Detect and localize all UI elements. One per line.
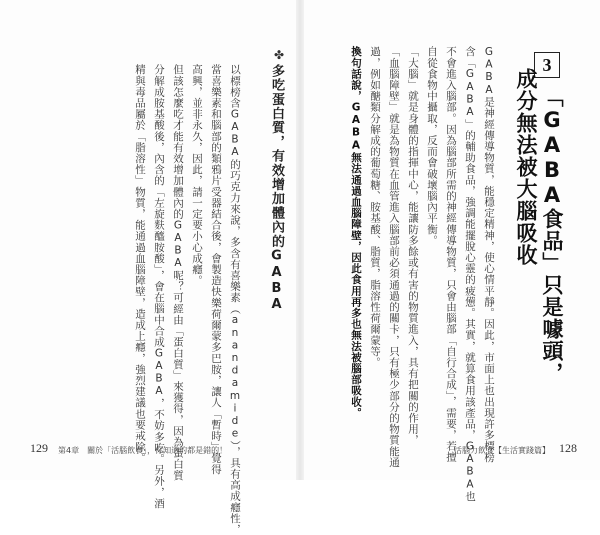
body-line: 「血腦障壁」就是為物質在血管進入腦部前必須通過的關卡，只有極少部分的物質能通: [388, 46, 400, 468]
chapter-number-box: 3: [534, 52, 560, 78]
body-line-emphasis: 換句話說，GABA無法通過血腦障壁，因此食用再多也無法被腦部吸收。: [350, 46, 362, 419]
left-running-footer: 第4章 關於「活腦飲食」，你知道的都是錯的！: [58, 446, 228, 455]
body-line: 以標榜含GABA的巧克力來說，多含有喜樂素（anandamide），具有高成癮性，: [229, 64, 241, 535]
body-line: GABA是神經傳導物質，能穩定精神，使心情平靜。因此，市面上也出現許多標榜: [483, 46, 495, 463]
body-line: 精與毒品屬於「脂溶性」物質，能通過血腦障壁，造成上癮，強烈建議也要戒除。: [134, 64, 146, 464]
body-line: 高興，並非永久，因此，請一定要小心成癮。: [191, 64, 203, 286]
body-line: 含「GABA」的輔助食品，強調能擺脫心靈的疲憊。其實，就算食用該產品，GABA也: [464, 46, 476, 502]
section-heading: 多吃蛋白質，有效增加體內的GABA: [269, 64, 284, 314]
page-number-right: 128: [559, 441, 577, 455]
right-running-footer: 活腦力飲食【生活實踐篇】: [454, 446, 550, 455]
body-line: 分解成胺基酸後，內含的「左旋麩醯胺酸」，會在腦中合成GABA，不妨多吃。另外，酒: [153, 64, 165, 509]
body-line: 不會進入腦部。因為腦部所需的神經傳導物質，只會由腦部「自行合成」，需要，若擅: [445, 46, 457, 463]
body-line: 自從食物中攝取，反而會破壞腦內平衡。: [426, 46, 438, 246]
body-line: 「大腦」就是身體的指揮中心，能讓防多餘或有害的物質進入，具有把關的作用，: [407, 46, 419, 446]
page-number-left: 129: [30, 441, 48, 455]
body-line: 但該怎麼吃才能有效增加體內的GABA呢？可經由「蛋白質」來獲得，因為蛋白質: [172, 64, 184, 481]
body-line: 當喜樂素和腦部的類鴉片受器結合後，會製造快樂荷爾蒙多巴胺，讓人「暫時」覺得: [210, 64, 222, 475]
chapter-title-line-2: 成分無法被大腦吸收: [514, 68, 538, 266]
chapter-title-line-1: 「GABA食品」只是噱頭，: [540, 86, 564, 384]
right-page: [304, 0, 600, 502]
clover-icon: ✤: [273, 48, 285, 62]
book-gutter: [296, 0, 304, 480]
left-page: [0, 0, 296, 535]
body-line: 過，例如醣類分解成的葡萄糖、胺基酸、脂質，脂溶性荷爾蒙等。: [369, 46, 381, 368]
